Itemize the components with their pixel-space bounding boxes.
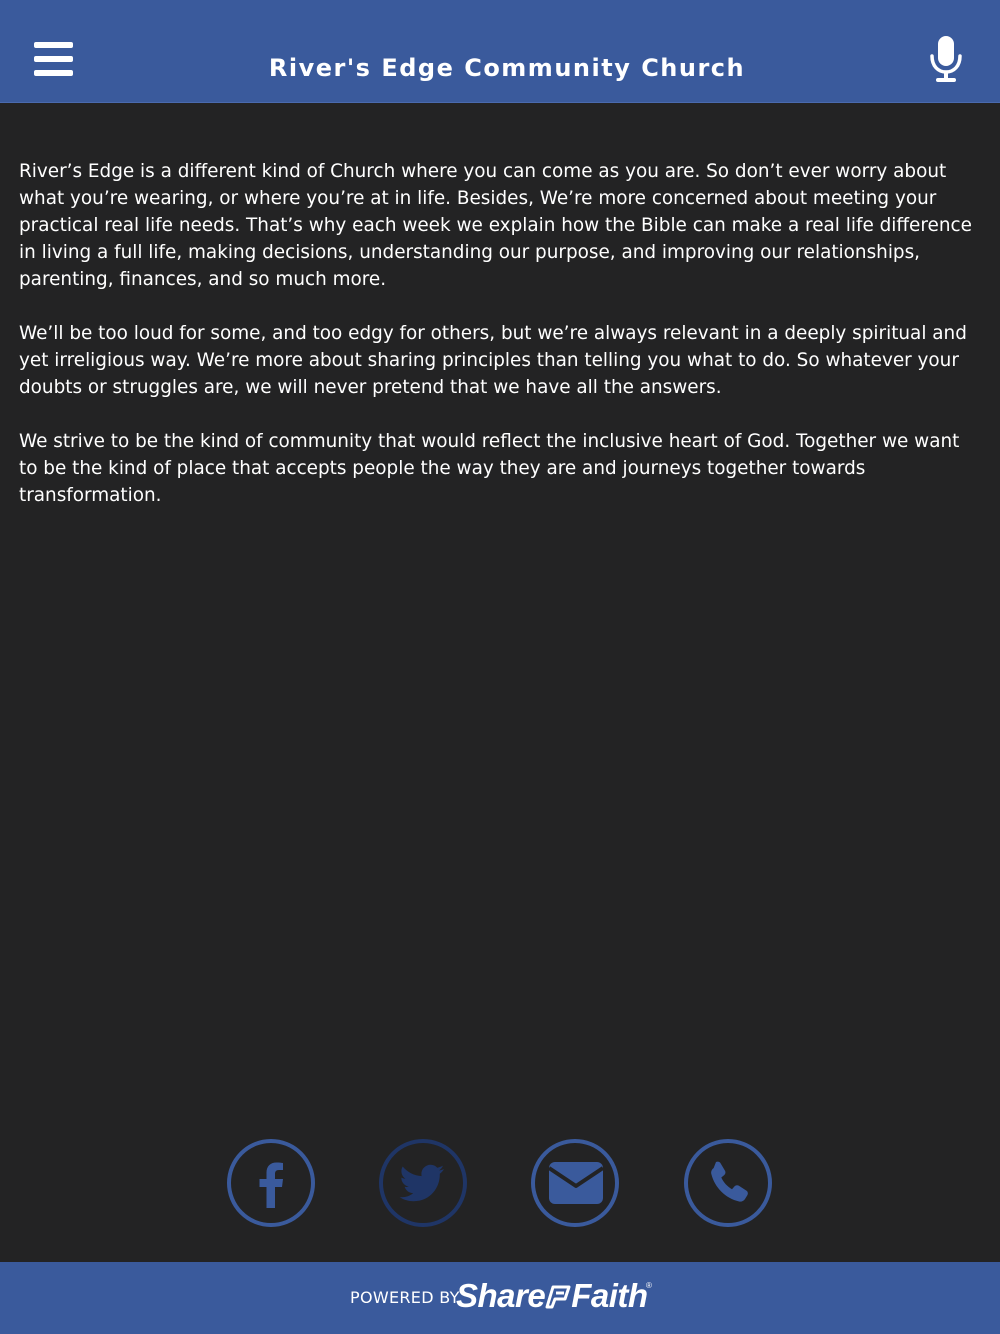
brand-name-faith: Faith — [571, 1277, 648, 1314]
about-paragraph: We strive to be the kind of community that would reflect the inclusive heart of God. Together we want to be the kind of place that accepts people the way they are and journeys together towards transformation. — [19, 431, 960, 506]
page-title: River's Edge Community Church — [268, 54, 746, 82]
brand-name-share: Share — [456, 1277, 546, 1314]
twitter-icon — [378, 1138, 468, 1228]
email-button[interactable] — [530, 1138, 620, 1228]
phone-button[interactable] — [683, 1138, 773, 1228]
microphone-icon — [924, 34, 968, 84]
sharefaith-logo-icon — [545, 1285, 571, 1309]
hamburger-menu-icon — [30, 38, 78, 82]
email-icon — [530, 1138, 620, 1228]
about-paragraph: We’ll be too loud for some, and too edgy for others, but we’re always relevant in a deeply spiritual and yet irreligious way. We’re more about sharing principles than telling you what to do. So whatever your doubts or struggles are, we will never pretend that we have all the answers. — [19, 323, 967, 398]
phone-icon — [683, 1138, 773, 1228]
social-links-bar — [0, 1138, 1000, 1228]
menu-button[interactable] — [30, 38, 78, 82]
voice-search-button[interactable] — [924, 34, 968, 84]
about-paragraph: River’s Edge is a different kind of Church where you can come as you are. So don’t ever worry about what you’re wearing, or where you’re at in life. Besides, We’re more concerned about meeting your practical real life needs. That’s why each week we explain how the Bible can make a real life difference in living a full life, making decisions, understanding our purpose, and improving our relationships, parenting, finances, and so much more. — [19, 161, 972, 290]
registered-mark: ® — [646, 1281, 652, 1290]
top-app-bar — [0, 0, 1000, 103]
powered-by-label: POWERED BY — [350, 1288, 460, 1307]
twitter-button[interactable] — [378, 1138, 468, 1228]
sharefaith-logo[interactable] — [456, 1276, 648, 1316]
about-content — [19, 158, 981, 536]
facebook-icon — [226, 1138, 316, 1228]
facebook-button[interactable] — [226, 1138, 316, 1228]
